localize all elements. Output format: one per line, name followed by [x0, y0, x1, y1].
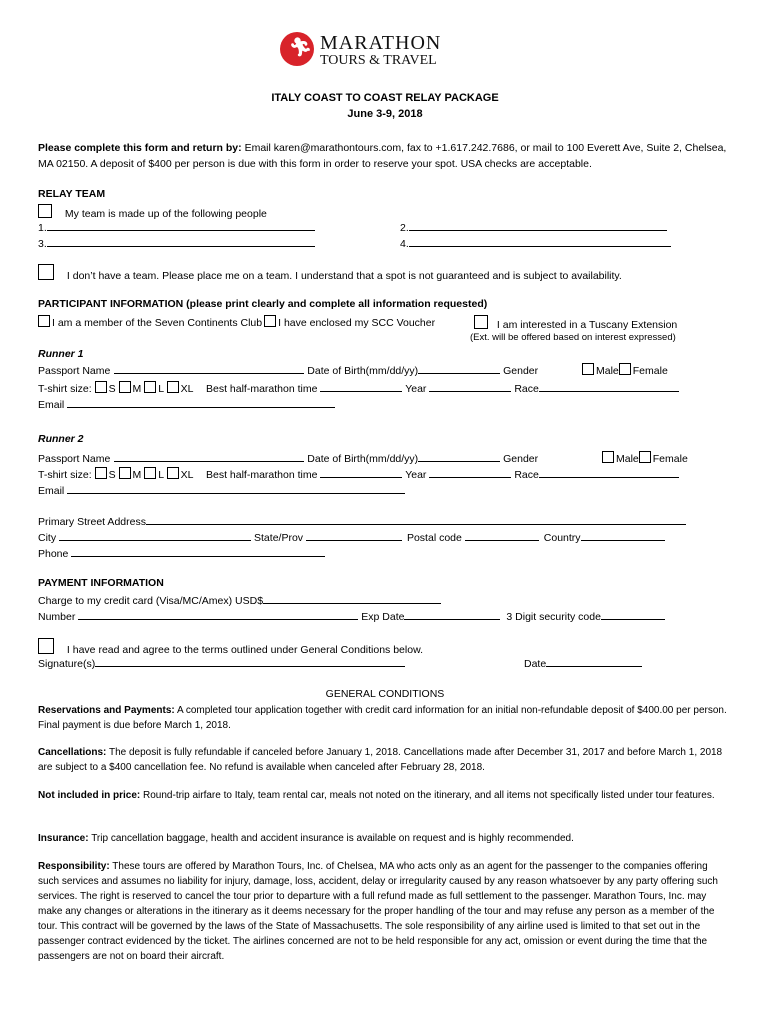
team-checkbox[interactable] [38, 204, 52, 218]
postal-field[interactable] [465, 530, 539, 541]
runner-1-size-xl-checkbox[interactable] [167, 381, 179, 393]
exp-date-field[interactable] [404, 609, 500, 620]
male-label: Male [596, 365, 619, 377]
city-label: City [38, 532, 57, 544]
address-row-2 [38, 530, 665, 544]
company-logo [280, 30, 460, 72]
race-label: Race [514, 469, 539, 481]
relay-team-heading: RELAY TEAM [38, 188, 106, 200]
runner-2-female-checkbox[interactable] [639, 451, 651, 463]
date-row [524, 656, 642, 670]
runner-1-heading: Runner 1 [38, 348, 84, 360]
runner-1-best-time-field[interactable] [320, 381, 402, 392]
runner-2-year-field[interactable] [429, 467, 511, 478]
insurance-paragraph [38, 831, 728, 846]
signature-field[interactable] [95, 656, 405, 667]
size-xl-label: XL [180, 383, 194, 395]
runner-2-row-3 [38, 483, 405, 497]
runner-2-row-2 [38, 467, 679, 481]
slot-4-label: 4. [400, 238, 409, 250]
state-label: State/Prov [254, 532, 304, 544]
size-m-label: M [132, 469, 142, 481]
tuscany-note: (Ext. will be offered based on interest expressed) [470, 332, 676, 343]
security-code-label: 3 Digit security code [506, 611, 601, 623]
participant-options [38, 315, 435, 329]
no-team-checkbox[interactable] [38, 264, 54, 280]
seven-continents-checkbox[interactable] [38, 315, 50, 327]
intro-text: Email karen@marathontours.com, fax to +1.617.242.7686, or mail to 100 Everett Ave, Suite 2, Chelsea, MA 02150. A deposit of $400 per person is due with this form in order to reserve your spot. USA checks are acceptable. [38, 142, 727, 170]
payment-row-2 [38, 609, 665, 623]
scc-voucher-label: I have enclosed my SCC Voucher [278, 317, 436, 329]
phone-field[interactable] [71, 546, 325, 557]
slot-3-label: 3. [38, 238, 47, 250]
gender-label: Gender [503, 365, 539, 377]
team-member-1-field[interactable] [47, 220, 315, 231]
payment-row-1 [38, 593, 441, 607]
cancellations-paragraph [38, 745, 728, 775]
size-s-label: S [108, 469, 116, 481]
agree-row [38, 638, 423, 656]
charge-amount-field[interactable] [263, 593, 441, 604]
insurance-label: Insurance: [38, 833, 89, 844]
relay-option-team [38, 204, 267, 220]
email-label: Email [38, 399, 65, 411]
runner-2-male-checkbox[interactable] [602, 451, 614, 463]
team-member-2 [400, 220, 667, 234]
intro-bold: Please complete this form and return by: [38, 142, 242, 154]
reservations-paragraph [38, 703, 728, 733]
runner-2-gender [602, 451, 688, 465]
exp-date-label: Exp Date [361, 611, 405, 623]
size-m-label: M [132, 383, 142, 395]
conditions-heading: GENERAL CONDITIONS [325, 688, 445, 700]
runner-2-best-time-field[interactable] [320, 467, 402, 478]
not-included-paragraph [38, 788, 728, 803]
slot-1-label: 1. [38, 222, 47, 234]
cancellations-label: Cancellations: [38, 747, 107, 758]
size-l-label: L [158, 383, 164, 395]
state-field[interactable] [306, 530, 402, 541]
reservations-label: Reservations and Payments: [38, 705, 175, 716]
participant-heading: PARTICIPANT INFORMATION (please print clearly and complete all information requested) [38, 298, 488, 310]
runner-1-female-checkbox[interactable] [619, 363, 631, 375]
street-label: Primary Street Address [38, 516, 146, 528]
security-code-field[interactable] [601, 609, 665, 620]
runner-1-size-s-checkbox[interactable] [95, 381, 107, 393]
team-member-1 [38, 220, 315, 234]
runner-1-race-field[interactable] [539, 381, 679, 392]
team-member-3 [38, 236, 315, 250]
tuscany-option [474, 315, 677, 331]
logo-line-1: MARATHON [320, 32, 442, 54]
best-time-label: Best half-marathon time [205, 383, 318, 395]
runner-2-email-field[interactable] [67, 483, 405, 494]
not-included-text: Round-trip airfare to Italy, team rental car, meals not noted on the itinerary, and all items not specifically listed under tour features. [143, 790, 715, 801]
runner-2-size-s-checkbox[interactable] [95, 467, 107, 479]
runner-1-gender [582, 363, 668, 377]
runner-1-email-field[interactable] [67, 397, 335, 408]
runner-2-size-l-checkbox[interactable] [144, 467, 156, 479]
size-xl-label: XL [180, 469, 194, 481]
relay-option-no-team [38, 264, 622, 282]
responsibility-label: Responsibility: [38, 861, 110, 872]
size-l-label: L [158, 469, 164, 481]
agree-label: I have read and agree to the terms outlined under General Conditions below. [66, 644, 423, 656]
runner-2-dob-field[interactable] [418, 451, 500, 462]
card-number-label: Number [38, 611, 76, 623]
runner-2-size-xl-checkbox[interactable] [167, 467, 179, 479]
female-label: Female [632, 365, 668, 377]
tuscany-checkbox[interactable] [474, 315, 488, 329]
country-label: Country [543, 532, 581, 544]
email-label: Email [38, 485, 65, 497]
country-field[interactable] [581, 530, 665, 541]
payment-heading: PAYMENT INFORMATION [38, 577, 164, 589]
date-field[interactable] [546, 656, 642, 667]
runner-1-row-3 [38, 397, 335, 411]
card-number-field[interactable] [78, 609, 358, 620]
passport-label: Passport Name [38, 453, 111, 465]
no-team-label: I don’t have a team. Please place me on a team. I understand that a spot is not guaranteed and is subject to availability. [66, 270, 622, 282]
runner-2-heading: Runner 2 [38, 433, 84, 445]
insurance-text: Trip cancellation baggage, health and accident insurance is available on request and is highly recommended. [91, 833, 574, 844]
runner-1-row-2 [38, 381, 679, 395]
team-member-4 [400, 236, 671, 250]
runner-logo-icon: 🏃︎ [280, 32, 314, 66]
tshirt-label: T-shirt size: [38, 383, 92, 395]
phone-label: Phone [38, 548, 69, 560]
size-s-label: S [108, 383, 116, 395]
dob-label: Date of Birth(mm/dd/yy) [307, 365, 419, 377]
city-field[interactable] [59, 530, 251, 541]
year-label: Year [405, 469, 427, 481]
gender-label: Gender [503, 453, 539, 465]
runner-1-row-1 [38, 363, 538, 377]
charge-label: Charge to my credit card (Visa/MC/Amex) USD$ [38, 595, 264, 607]
dob-label: Date of Birth(mm/dd/yy) [307, 453, 419, 465]
seven-continents-label: I am a member of the Seven Continents Club [52, 317, 263, 329]
postal-label: Postal code [406, 532, 462, 544]
signature-row [38, 656, 405, 670]
runner-2-passport-field[interactable] [114, 451, 304, 462]
address-row-3 [38, 546, 325, 560]
reservations-text: A completed tour application together with credit card information for an initial non-refundable deposit of $400.00 per person. Final payment is due before March 1, 2018. [38, 705, 727, 731]
passport-label: Passport Name [38, 365, 111, 377]
tuscany-label: I am interested in a Tuscany Extension [496, 319, 678, 331]
runner-1-size-m-checkbox[interactable] [119, 381, 131, 393]
agree-checkbox[interactable] [38, 638, 54, 654]
team-member-2-field[interactable] [409, 220, 667, 231]
runner-1-passport-field[interactable] [114, 363, 304, 374]
responsibility-text: These tours are offered by Marathon Tours, Inc. of Chelsea, MA who acts only as an agent for the passenger to the companies offering such services and assumes no liability for injury, damage, loss, accident, delay or irregularity caused by any reason whatsoever by any party offering such services. The right is reserved to cancel the tour prior to departure with a full refund made as full settlement to the passenger. Marathon Tours, Inc. may make any changes or alterations in the itinerary as it deems necessary for the proper handling of the tour and may refuse any person as a member of the tour. This contract will be governed by the laws of the State of Massachusetts. The sole responsibility of any airline used is limited to that set out in the passenger contract evidenced by the ticket. The airlines concerned are not to be held responsible for any act, omission or event during the time that the passengers are not on board their aircraft. [38, 861, 718, 962]
male-label: Male [616, 453, 639, 465]
date-label: Date [524, 658, 547, 670]
logo-line-2: TOURS & TRAVEL [320, 53, 437, 68]
race-label: Race [514, 383, 539, 395]
runner-1-male-checkbox[interactable] [582, 363, 594, 375]
intro-paragraph [38, 140, 728, 172]
team-member-4-field[interactable] [409, 236, 671, 247]
document-title: ITALY COAST TO COAST RELAY PACKAGE [271, 92, 499, 104]
runner-2-row-1 [38, 451, 538, 465]
runner-2-race-field[interactable] [539, 467, 679, 478]
runner-1-year-field[interactable] [429, 381, 511, 392]
scc-voucher-checkbox[interactable] [264, 315, 276, 327]
year-label: Year [405, 383, 427, 395]
team-option-label: My team is made up of the following people [64, 208, 267, 220]
signature-label: Signature(s) [38, 658, 96, 670]
runner-1-dob-field[interactable] [418, 363, 500, 374]
runner-2-size-m-checkbox[interactable] [119, 467, 131, 479]
not-included-label: Not included in price: [38, 790, 141, 801]
female-label: Female [652, 453, 688, 465]
tshirt-label: T-shirt size: [38, 469, 92, 481]
runner-1-size-l-checkbox[interactable] [144, 381, 156, 393]
cancellations-text: The deposit is fully refundable if canceled before January 1, 2018. Cancellations made after December 31, 2017 and before March 1, 2018 are subject to a $400 cancellation fee. No refund is available when canceled after February 28, 2018. [38, 747, 723, 773]
best-time-label: Best half-marathon time [205, 469, 318, 481]
street-field[interactable] [146, 514, 686, 525]
responsibility-paragraph [38, 859, 728, 964]
team-member-3-field[interactable] [47, 236, 315, 247]
document-dates: June 3-9, 2018 [347, 108, 423, 120]
address-row-1 [38, 514, 686, 528]
slot-2-label: 2. [400, 222, 409, 234]
